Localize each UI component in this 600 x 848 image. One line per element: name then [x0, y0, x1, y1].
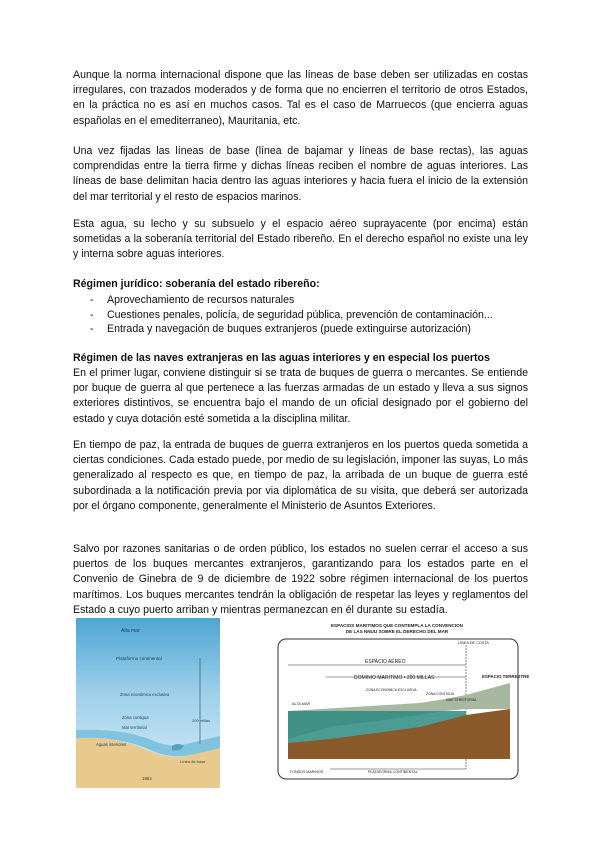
maritime-zones-figure [76, 618, 220, 788]
label-zee: ZONA ECONOMICA EXCLUSIVA [366, 688, 417, 692]
label-year: 1982 [142, 776, 152, 781]
unclos-figure [270, 619, 530, 787]
label-millas: 200 millas [192, 718, 211, 723]
label-plataforma: Plataforma continental [116, 656, 162, 661]
label-zona-economica: Zona económica exclusiva [120, 692, 170, 697]
label-zona-contigua: ZONA CONTIGUA [426, 692, 455, 696]
bullet-text: Cuestiones penales, policía, de seguridad pública, prevención de contaminación... [107, 308, 493, 321]
list-item [73, 293, 533, 308]
label-espacio-terrestre: ESPACIO TERRESTRE [482, 674, 530, 679]
label-linea-base: Línea de base [180, 759, 206, 764]
label-alta-mar: ALTA MAR [292, 702, 311, 706]
bullet-list [73, 293, 533, 337]
list-item [73, 308, 533, 323]
label-fondos-marinos: FONDOS MARINOS [290, 770, 324, 774]
label-plataforma: PLATAFORMA CONTINENTAL [368, 770, 418, 774]
label-aguas-interiores: Aguas interiores [96, 742, 127, 747]
heading-regimen-juridico: Régimen jurídico: soberanía del estado ribereño: [73, 278, 320, 290]
heading-naves-extranjeras: Régimen de las naves extranjeras en las aguas interiores y en especial los puertos [73, 352, 490, 364]
label-dominio: DOMINIO MARITIMO • 200 MILLAS [354, 675, 435, 681]
bullet-text: Aprovechamiento de recursos naturales [107, 294, 295, 306]
label-mar-territorial: MAR TERRITORIAL [446, 698, 477, 702]
bullet-text: Entrada y navegación de buques extranjeros (puede extinguirse autorización) [107, 323, 471, 336]
figure-title-line2: DE LAS NNUU SOBRE EL DERECHO DEL MAR [345, 629, 449, 634]
bullet-dash: - [90, 294, 94, 306]
bullet-dash: - [90, 308, 94, 321]
bullet-dash: - [90, 323, 94, 336]
paragraph-tiempo-paz: En tiempo de paz, la entrada de buques de guerra extranjeros en los puertos queda sometida a ciertas condiciones. Cada estado puede, por medio de su legislación, imponer las suyas, Lo más generalizado al respecto es que, en tiempo de paz, la arribada de un buque de guerra esté subordinada a la notificación previa por via diplomática de su visita, que deberá ser autorizada por el órgano componente, generalmente el Ministerio de Asuntos Exteriores. [73, 439, 528, 512]
figure-title-line1: ESPACIOS MARITIMOS QUE CONTEMPLA LA CONVENCION [330, 623, 464, 628]
label-espacio-aereo: ESPACIO AÉREO [365, 659, 406, 665]
paragraph-buques-guerra: En el primer lugar, conviene distinguir si se trata de buques de guerra o mercantes. Se entiende por buque de guerra al que pertenece a las fuerzas armadas de un estado y lleva a sus signos exteriores distintivos, se encuentra bajo el mando de un oficial designado por el gobierno del estado y cuya dotación esté sometida a la disciplina militar. [73, 367, 528, 425]
label-linea-costa: LÍNEA DE COSTA [458, 641, 489, 645]
label-alta-mar: Alta mar [121, 628, 140, 634]
paragraph-mercantes: Salvo por razones sanitarias o de orden público, los estados no suelen cerrar el acceso a sus puertos de los buques mercantes extranjeros, garantizando para los estados parte en el Convenio de Ginebra de 9 de diciembre de 1922 sobre régimen internacional de los puertos marítimos. Los buques mercantes tendrán la obligación de respetar las leyes y reglamentos del Estado a cuyo puerto arriban y mientras permanezcan en él durante su estadía. [73, 543, 528, 616]
paragraph-aguas-interiores: Una vez fijadas las líneas de base (línea de bajamar y líneas de base rectas), las aguas comprendidas entre la tierra firme y dichas líneas reciben el nombre de aguas interiores. Las líneas de base delimitan hacia dentro las aguas interiores y hacia fuera el inicio de la extensión del mar territorial y el resto de espacios marinos. [73, 145, 528, 203]
list-item [73, 322, 533, 337]
label-mar-territorial: Mar territorial [122, 725, 147, 730]
label-zona-contigua: Zona contigua [122, 715, 149, 720]
paragraph-lineas-base: Aunque la norma internacional dispone que las líneas de base deben ser utilizadas en costas irregulares, con trazados moderados y de forma que no encierren el territorio de otros Estados, en la práctica no es así en muchos casos. Tal es el caso de Marruecos (que encierra aguas españolas en el emediterraneo), Mauritania, etc. [73, 69, 528, 127]
paragraph-soberania: Esta agua, su lecho y su subsuelo y el espacio aéreo suprayacente (por encima) están sometidas a la soberanía territorial del Estado ribereño. En el derecho español no existe una ley y interna sobre aguas interiores. [73, 218, 528, 261]
